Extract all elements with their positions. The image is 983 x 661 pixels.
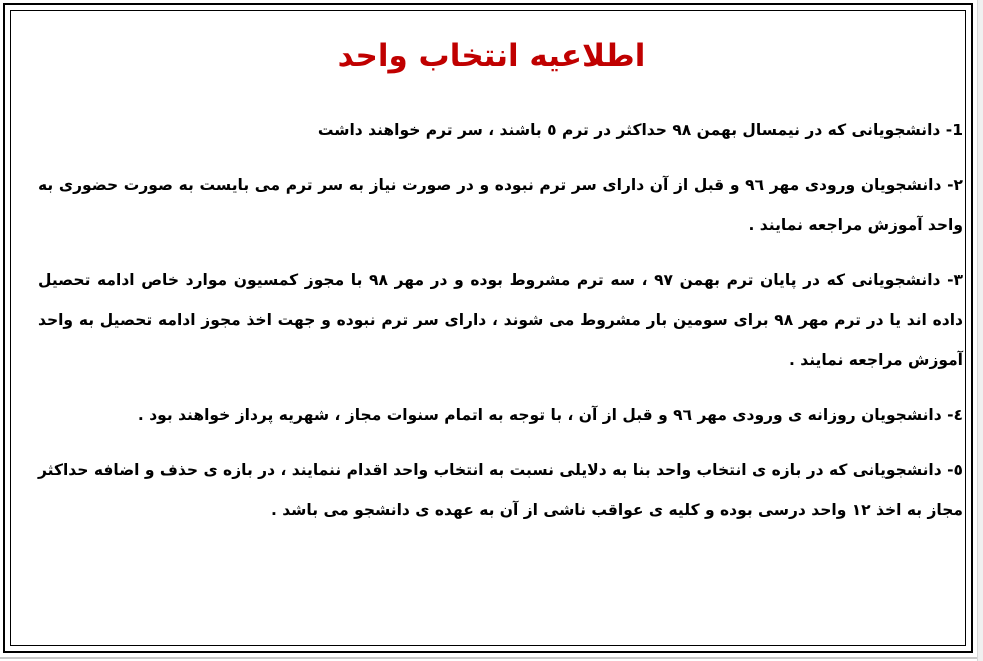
- list-item-text: ٤- دانشجویان روزانه ی ورودی مهر ۹٦ و قبل از آن ، با توجه به اتمام سنوات مجاز ، شهریه پرداز خواهند بود .: [137, 406, 963, 424]
- vertical-scrollbar[interactable]: [977, 0, 983, 661]
- list-item-text: ۲- دانشجویان ورودی مهر ۹٦ و قبل از آن دارای سر ترم نبوده و در صورت نیاز به سر ترم می بایست به صورت حضوری به واحد آموزش مراجعه نمایند .: [38, 176, 963, 234]
- list-item: [38, 260, 963, 380]
- list-item: [38, 110, 963, 150]
- list-item: [38, 395, 963, 435]
- page-title: اطلاعیه انتخاب واحد: [337, 38, 646, 74]
- notice-list: [38, 110, 963, 545]
- list-item: [38, 450, 963, 530]
- list-item-text: 1- دانشجویانی که در نیمسال بهمن ۹۸ حداکثر در ترم ٥ باشند ، سر ترم خواهند داشت: [317, 121, 963, 139]
- list-item-text: ۳- دانشجویانی که در پایان ترم بهمن ۹۷ ، سه ترم مشروط بوده و در مهر ۹۸ با مجوز کمسیون موارد خاص ادامه تحصیل داده اند یا در ترم مهر ۹۸ برای سومین بار مشروط می شوند ، دارای سر ترم نبوده و جهت اخذ مجوز ادامه تحصیل به واحد آموزش مراجعه نمایند .: [38, 271, 963, 369]
- list-item: [38, 165, 963, 245]
- list-item-text: ٥- دانشجویانی که در بازه ی انتخاب واحد بنا به دلایلی نسبت به انتخاب واحد اقدام ننمایند ، در بازه ی حذف و اضافه حداکثر مجاز به اخذ ۱۲ واحد درسی بوده و کلیه ی عواقب ناشی از آن به عهده ی دانشجو می باشد .: [38, 461, 963, 519]
- bottom-edge-divider: [0, 657, 977, 659]
